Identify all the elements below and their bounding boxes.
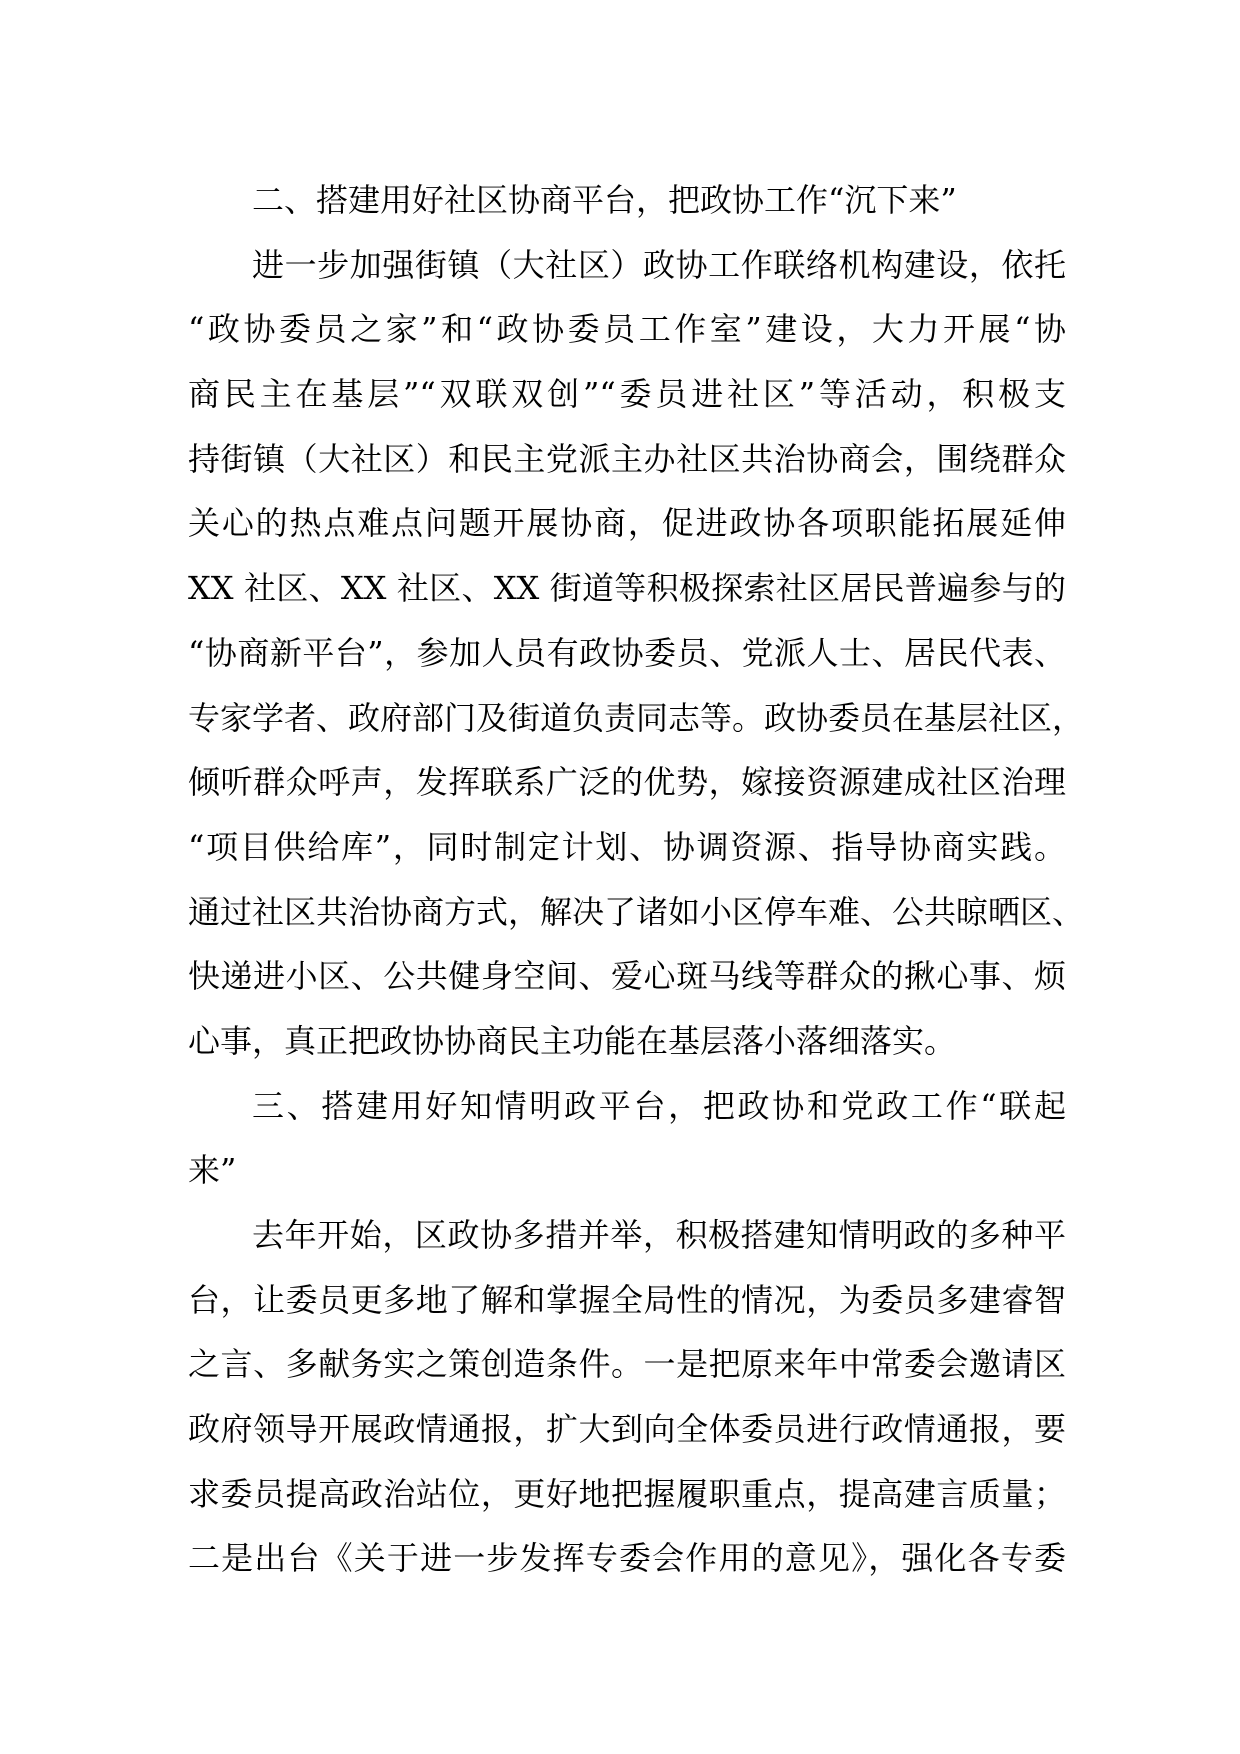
paragraph-line: 持街镇（大社区）和民主党派主办社区共治协商会，围绕群众: [188, 439, 1066, 478]
section-heading-3: 三、搭建用好知情明政平台，把政协和党政工作“联起: [252, 1086, 1066, 1125]
paragraph-line: 关心的热点难点问题开展协商，促进政协各项职能拓展延伸: [188, 504, 1066, 543]
paragraph-line: “协商新平台”，参加人员有政协委员、党派人士、居民代表、: [188, 633, 1066, 672]
paragraph-line: 求委员提高政治站位，更好地把握履职重点，提高建言质量；: [188, 1474, 1066, 1513]
paragraph-line: 去年开始，区政协多措并举，积极搭建知情明政的多种平: [252, 1216, 1066, 1254]
paragraph-line: 倾听群众呼声，发挥联系广泛的优势，嫁接资源建成社区治理: [188, 763, 1066, 802]
paragraph-line: 台，让委员更多地了解和掌握全局性的情况，为委员多建睿智: [188, 1280, 1066, 1319]
paragraph-line: “项目供给库”，同时制定计划、协调资源、指导协商实践。: [188, 827, 1066, 866]
paragraph-line: 通过社区共治协商方式，解决了诸如小区停车难、公共晾晒区、: [188, 892, 1085, 931]
paragraph-line: 专家学者、政府部门及街道负责同志等。政协委员在基层社区，: [188, 698, 1085, 737]
paragraph-line: 进一步加强街镇（大社区）政协工作联络机构建设，依托: [252, 245, 1066, 284]
paragraph-line: 政府领导开展政情通报，扩大到向全体委员进行政情通报，要: [188, 1410, 1066, 1449]
document-body: [188, 168, 1085, 1591]
paragraph-line: 之言、多献务实之策创造条件。一是把原来年中常委会邀请区: [188, 1345, 1066, 1384]
paragraph-line: 心事，真正把政协协商民主功能在基层落小落细落实。: [188, 1021, 957, 1060]
paragraph-line: “政协委员之家”和“政协委员工作室”建设，大力开展“协: [188, 310, 1066, 349]
section-heading-2: 二、搭建用好社区协商平台，把政协工作“沉下来”: [252, 181, 957, 219]
paragraph-line: 商民主在基层”“双联双创”“委员进社区”等活动，积极支: [188, 375, 1066, 414]
paragraph-line: 快递进小区、公共健身空间、爱心斑马线等群众的揪心事、烦: [188, 957, 1066, 996]
section-heading-3-continued: 来”: [188, 1151, 237, 1190]
paragraph-line: 二是出台《关于进一步发挥专委会作用的意见》，强化各专委: [188, 1539, 1066, 1578]
paragraph-line: XX 社区、XX 社区、XX 街道等积极探索社区居民普遍参与的: [188, 569, 1066, 608]
